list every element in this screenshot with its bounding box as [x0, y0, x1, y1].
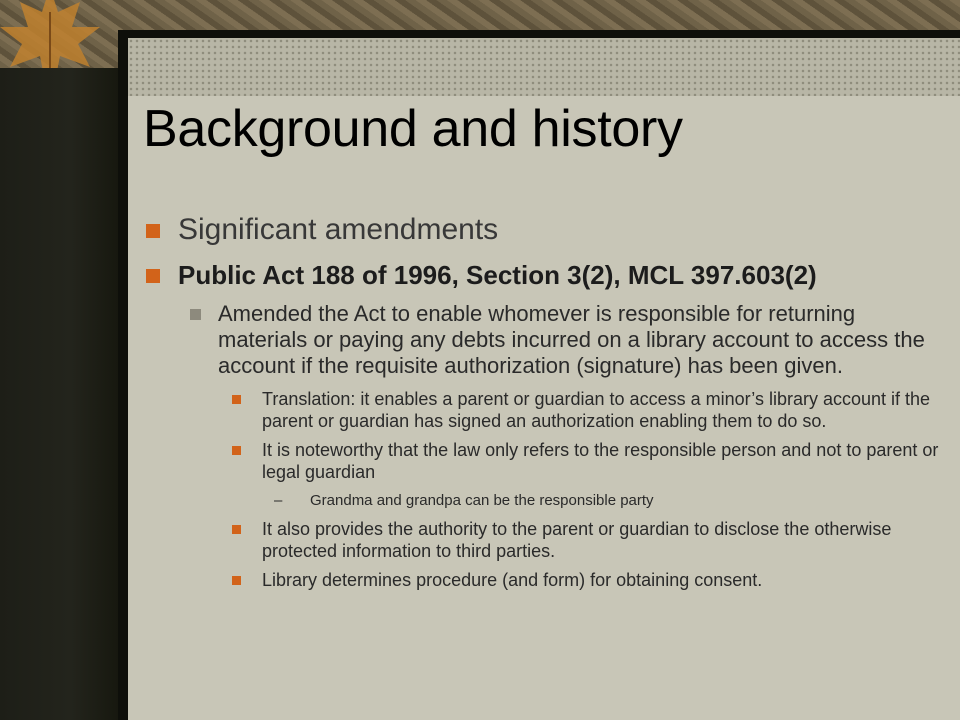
- bullet-square-icon: [232, 576, 241, 585]
- bullet-amended-act: [190, 301, 946, 379]
- bullet-square-icon: [146, 269, 160, 283]
- dash-marker: –: [274, 492, 283, 509]
- bullet-text: Library determines procedure (and form) for obtaining consent.: [262, 570, 763, 590]
- bullet-text: Public Act 188 of 1996, Section 3(2), MCL 397.603(2): [178, 260, 817, 290]
- bullet-translation: [232, 389, 946, 432]
- bullet-text: It also provides the authority to the parent or guardian to disclose the otherwise protected information to third parties.: [262, 519, 892, 561]
- bullet-list: [146, 212, 946, 600]
- bullet-grandma-grandpa: [274, 491, 946, 510]
- bullet-square-icon: [232, 525, 241, 534]
- bullet-square-icon: [232, 446, 241, 455]
- left-dark-column: [0, 68, 118, 720]
- bullet-authority: [232, 519, 946, 562]
- bullet-text: It is noteworthy that the law only refers to the responsible person and not to parent or legal guardian: [262, 440, 939, 482]
- bullet-noteworthy: [232, 440, 946, 483]
- bullet-text: Translation: it enables a parent or guardian to access a minor’s library account if the parent or guardian has signed an authorization enabling them to do so.: [262, 389, 931, 431]
- bullet-square-icon: [190, 309, 201, 320]
- frame-top-edge: [118, 30, 960, 38]
- bullet-significant-amendments: [146, 212, 946, 248]
- bullet-text: Grandma and grandpa can be the responsible party: [310, 492, 654, 509]
- title-texture-band: [128, 38, 960, 96]
- bullet-public-act: [146, 260, 946, 291]
- bullet-square-icon: [232, 395, 241, 404]
- frame-left-edge: [118, 30, 128, 720]
- slide-title: Background and history: [143, 100, 683, 158]
- bullet-text: Significant amendments: [178, 213, 499, 246]
- bullet-square-icon: [146, 224, 160, 238]
- bullet-procedure: [232, 570, 946, 592]
- bullet-text: Amended the Act to enable whomever is responsible for returning materials or paying any debts incurred on a library account to access the account if the requisite authorization (signature) has been given.: [218, 301, 925, 378]
